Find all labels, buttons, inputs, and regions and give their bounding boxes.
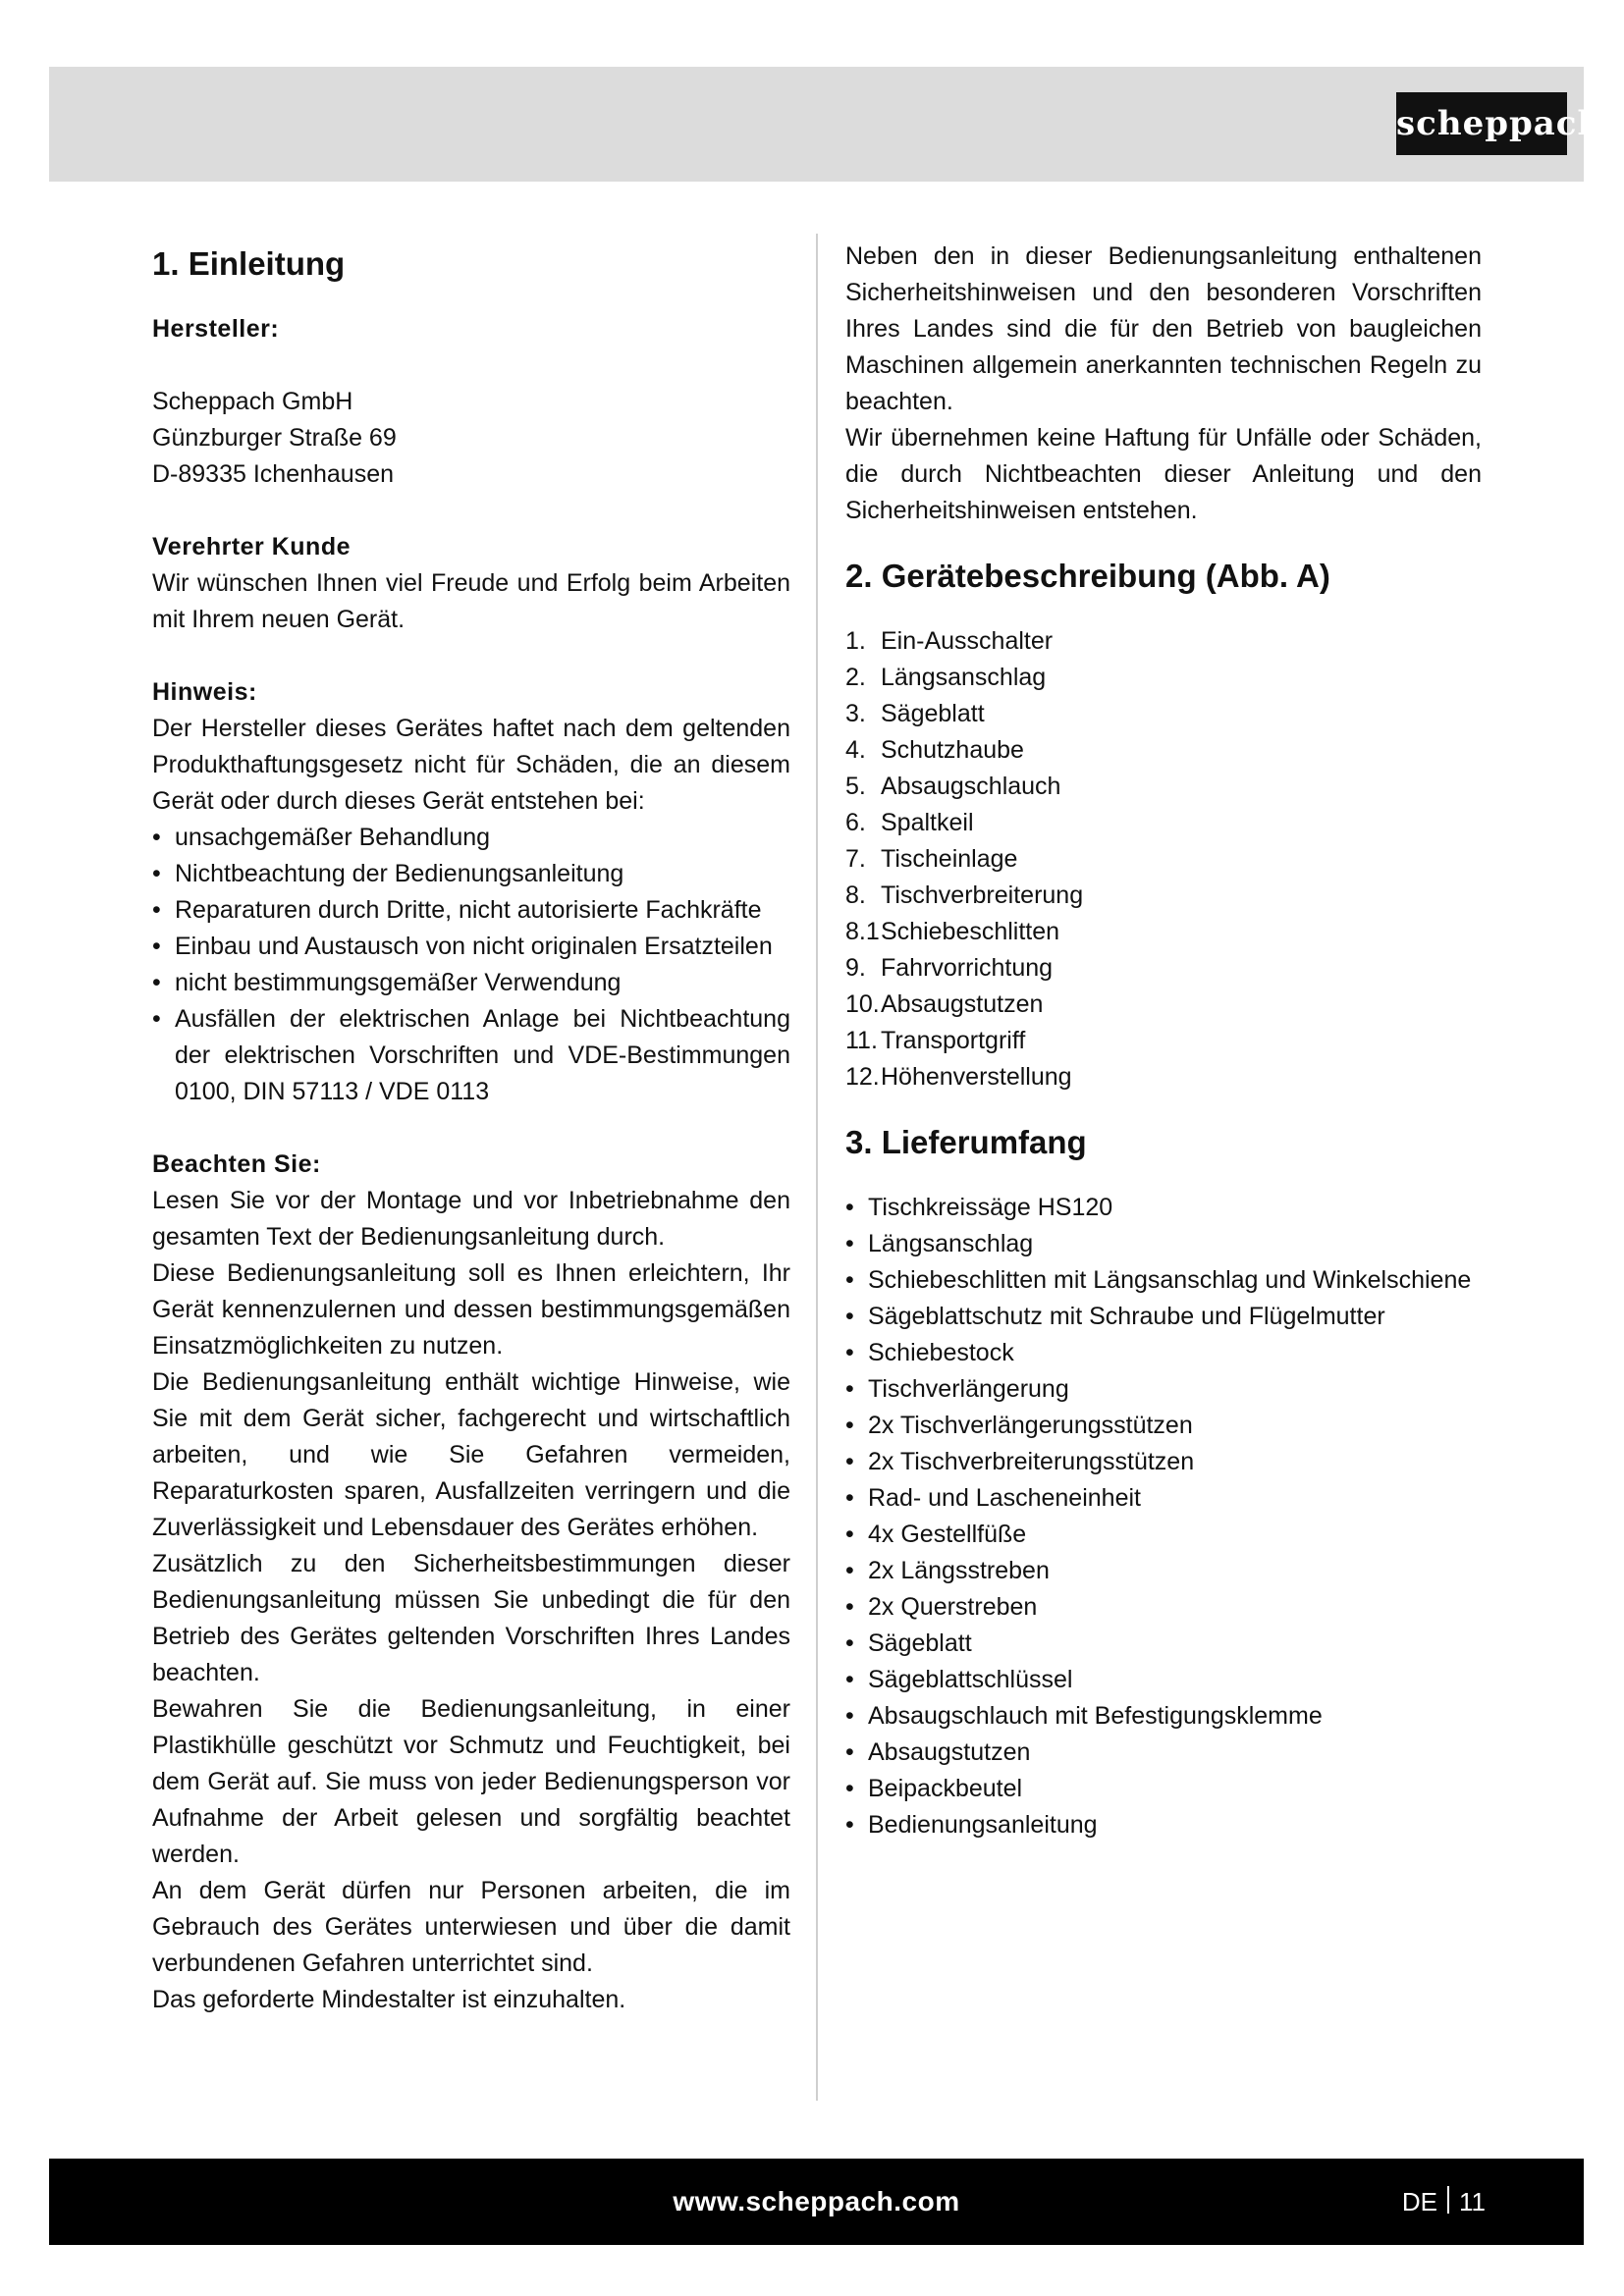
- list-item: • 4x Gestellfüße: [845, 1517, 1482, 1553]
- section-title-einleitung: 1. Einleitung: [152, 245, 346, 282]
- note-paragraph: Diese Bedienungsanleitung soll es Ihnen erleichtern, Ihr Gerät kennenzulernen und dessen bestimmungsgemäßen Einsatzmöglichkeiten zu nutzen.: [152, 1259, 790, 1360]
- notice-list: [152, 820, 790, 1110]
- list-item: 5. Absaugschlauch: [845, 773, 1061, 800]
- page-header: [49, 67, 1603, 182]
- address-line: Günzburger Straße 69: [152, 424, 397, 452]
- list-item: • unsachgemäßer Behandlung: [152, 820, 790, 856]
- list-item: • Sägeblattschutz mit Schraube und Flügelmutter: [845, 1299, 1482, 1335]
- page-number-value: 11: [1459, 2187, 1486, 2216]
- list-item: 12. Höhenverstellung: [845, 1063, 1072, 1091]
- list-item: • Tischkreissäge HS120: [845, 1190, 1482, 1226]
- list-item: • nicht bestimmungsgemäßer Verwendung: [152, 965, 790, 1001]
- list-item: • Absaugstutzen: [845, 1735, 1482, 1771]
- right-column: [845, 239, 1482, 1843]
- scheppach-logo: scheppach: [1396, 92, 1567, 155]
- list-item: • Bedienungsanleitung: [845, 1807, 1482, 1843]
- list-item: • Reparaturen durch Dritte, nicht autorisierte Fachkräfte: [152, 892, 790, 929]
- list-item: • Nichtbeachtung der Bedienungsanleitung: [152, 856, 790, 892]
- note-paragraph: Lesen Sie vor der Montage und vor Inbetriebnahme den gesamten Text der Bedienungsanleitung durch.: [152, 1187, 790, 1251]
- intro-paragraph: Wir übernehmen keine Haftung für Unfälle oder Schäden, die durch Nichtbeachten dieser Anleitung und den Sicherheitshinweisen entstehen.: [845, 424, 1482, 524]
- list-item: • Schiebestock: [845, 1335, 1482, 1371]
- list-item: 2. Längsanschlag: [845, 664, 1047, 691]
- page-number: [1402, 2159, 1486, 2245]
- list-item: 6. Spaltkeil: [845, 809, 974, 836]
- list-item: 11. Transportgriff: [845, 1027, 1026, 1054]
- note-paragraph: An dem Gerät dürfen nur Personen arbeiten, die im Gebrauch des Gerätes unterwiesen und über die damit verbundenen Gefahren unterrichtet sind.: [152, 1877, 790, 1977]
- list-item: • 2x Längsstreben: [845, 1553, 1482, 1589]
- list-item: • Tischverlängerung: [845, 1371, 1482, 1408]
- note-paragraph: Bewahren Sie die Bedienungsanleitung, in einer Plastikhülle geschützt vor Schmutz und Feuchtigkeit, bei dem Gerät auf. Sie muss von jeder Bedienungsperson vor Aufnahme der Arbeit gelesen und sorgfältig beachtet werden.: [152, 1695, 790, 1868]
- column-divider: [816, 234, 818, 2101]
- dear-customer-text: Wir wünschen Ihnen viel Freude und Erfolg beim Arbeiten mit Ihrem neuen Gerät.: [152, 569, 790, 633]
- list-item: 8. Tischverbreiterung: [845, 881, 1084, 909]
- page-footer: [49, 2159, 1584, 2245]
- delivery-list: [845, 1190, 1482, 1843]
- list-item: • Einbau und Austausch von nicht originalen Ersatzteilen: [152, 929, 790, 965]
- list-item: 10. Absaugstutzen: [845, 990, 1044, 1018]
- note-title: Beachten Sie:: [152, 1150, 321, 1178]
- address-line: D-89335 Ichenhausen: [152, 460, 395, 488]
- list-item: • Sägeblatt: [845, 1626, 1482, 1662]
- notice-title: Hinweis:: [152, 678, 257, 706]
- section-title-geraetebeschreibung: 2. Gerätebeschreibung (Abb. A): [845, 558, 1330, 594]
- list-item: • Schiebeschlitten mit Längsanschlag und Winkelschiene: [845, 1262, 1482, 1299]
- note-paragraph: Das geforderte Mindestalter ist einzuhalten.: [152, 1986, 626, 2013]
- list-item: • 2x Tischverlängerungsstützen: [845, 1408, 1482, 1444]
- manufacturer-label: Hersteller:: [152, 315, 280, 343]
- website-link[interactable]: www.scheppach.com: [673, 2186, 960, 2216]
- list-item: • Sägeblattschlüssel: [845, 1662, 1482, 1698]
- list-item: • Längsanschlag: [845, 1226, 1482, 1262]
- notice-text: Der Hersteller dieses Gerätes haftet nach dem geltenden Produkthaftungsgesetz nicht für Schäden, die an diesem Gerät oder durch dieses Gerät entstehen bei:: [152, 715, 790, 815]
- list-item: • 2x Querstreben: [845, 1589, 1482, 1626]
- list-item: 3. Sägeblatt: [845, 700, 985, 727]
- list-item: • Absaugschlauch mit Befestigungsklemme: [845, 1698, 1482, 1735]
- left-column: [152, 239, 790, 2018]
- list-item: • Rad- und Lascheneinheit: [845, 1480, 1482, 1517]
- note-paragraph: Die Bedienungsanleitung enthält wichtige Hinweise, wie Sie mit dem Gerät sicher, fachgerecht und wirtschaftlich arbeiten, und wie Sie Gefahren vermeiden, Reparaturkosten sparen, Ausfallzeiten verringern und die Zuverlässigkeit und Lebensdauer des Gerätes erhöhen.: [152, 1368, 790, 1541]
- note-paragraph: Zusätzlich zu den Sicherheitsbestimmungen dieser Bedienungsanleitung müssen Sie unbedingt die für den Betrieb des Gerätes geltenden Vorschriften Ihres Landes beachten.: [152, 1550, 790, 1686]
- language-code: DE: [1401, 2187, 1437, 2216]
- list-item: • Beipackbeutel: [845, 1771, 1482, 1807]
- list-item: 8.1 Schiebeschlitten: [845, 918, 1060, 945]
- list-item: 4. Schutzhaube: [845, 736, 1024, 764]
- list-item: 9. Fahrvorrichtung: [845, 954, 1054, 982]
- address-line: Scheppach GmbH: [152, 388, 353, 415]
- dear-customer-title: Verehrter Kunde: [152, 533, 352, 561]
- list-item: • Ausfällen der elektrischen Anlage bei Nichtbeachtung der elektrischen Vorschriften und VDE-Bestimmungen 0100, DIN 57113 / VDE 0113: [152, 1001, 790, 1110]
- list-item: • 2x Tischverbreiterungsstützen: [845, 1444, 1482, 1480]
- intro-paragraph: Neben den in dieser Bedienungsanleitung enthaltenen Sicherheitshinweisen und den besonderen Vorschriften Ihres Landes sind die für den Betrieb von baugleichen Maschinen allgemein anerkannten technischen Regeln zu beachten.: [845, 242, 1482, 415]
- list-item: 7. Tischeinlage: [845, 845, 1018, 873]
- list-item: 1. Ein-Ausschalter: [845, 627, 1054, 655]
- parts-list: [845, 623, 1482, 1095]
- separator: [1447, 2186, 1449, 2214]
- section-title-lieferumfang: 3. Lieferumfang: [845, 1124, 1087, 1160]
